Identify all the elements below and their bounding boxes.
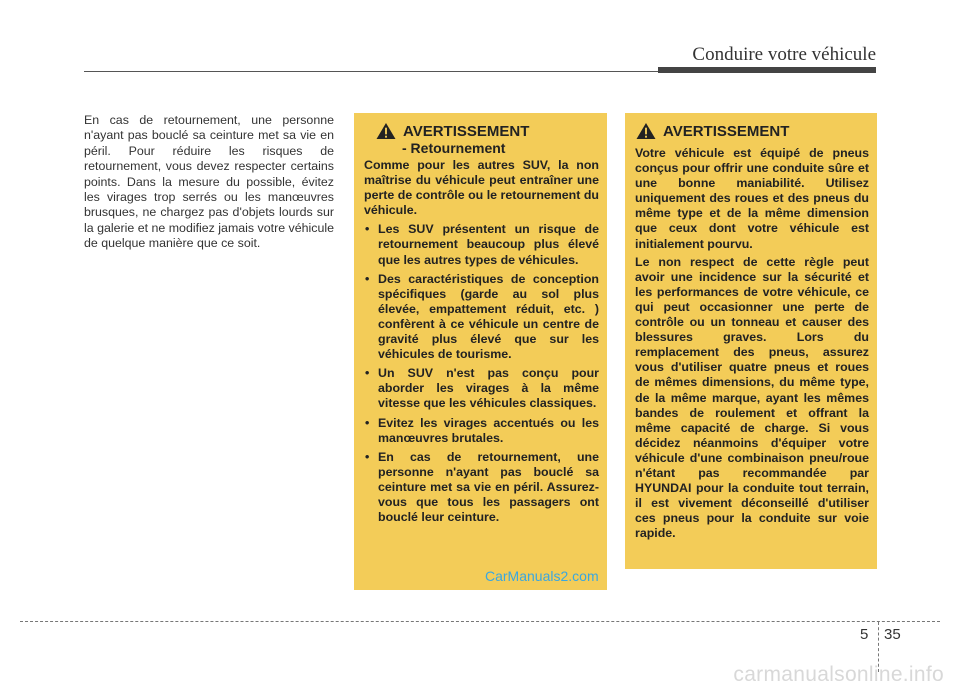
warning-bullet: • Les SUV présentent un risque de retournement beaucoup plus élevé que les autres types de véhicules.	[364, 222, 599, 267]
warning-bullet: • Des caractéristiques de conception spécifiques (garde au sol plus élevée, empattement réduit, etc. ) confèrent à ce véhicule un centre de gravité plus élevé que sur les véhicules de tourisme.	[364, 272, 599, 363]
page-header-title: Conduire votre véhicule	[692, 44, 876, 65]
watermark-link[interactable]: CarManuals2.com	[485, 568, 599, 584]
header-divider	[84, 71, 660, 72]
warning-triangle-icon	[635, 122, 657, 140]
warning-bullet-list	[364, 222, 599, 525]
warning-title: AVERTISSEMENT	[663, 123, 790, 140]
warning-title: AVERTISSEMENT	[403, 123, 530, 140]
warning-header	[364, 123, 599, 140]
warning-subtitle: - Retournement	[402, 140, 506, 156]
chapter-number: 5	[860, 626, 869, 643]
warning-paragraph: Votre véhicule est équipé de pneus conçus pour offrir une conduite sûre et une bonne maniabilité. Utilisez uniquement des roues et des pneus du même type et de la même dimension que ceux dont votre véhicule est initialement pourvu.	[635, 146, 869, 251]
warning-header	[635, 123, 869, 140]
warning-lead: Comme pour les autres SUV, la non maîtrise du véhicule peut entraîner une perte de contrôle ou le retournement du véhicule.	[364, 158, 599, 218]
site-watermark: carmanualsonline.info	[733, 663, 944, 686]
page-number: 35	[884, 626, 901, 643]
warning-bullet: • En cas de retournement, une personne n'ayant pas bouclé sa ceinture met sa vie en péril. Assurez-vous que tous les passagers ont bouclé leur ceinture.	[364, 450, 599, 525]
warning-bullet: • Un SUV n'est pas conçu pour aborder les virages à la même vitesse que les véhicules classiques.	[364, 366, 599, 411]
warning-triangle-icon	[375, 122, 397, 140]
warning-box-tires	[625, 113, 877, 569]
warning-paragraph: Le non respect de cette règle peut avoir une incidence sur la sécurité et les performances de votre véhicule, ce qui peut occasionner une perte de contrôle ou un tonneau et causer des blessures graves. Lors du remplacement des pneus, assurez vous d'utiliser quatre pneus et roues de mêmes dimensions, du même type, de la même marque, ayant les mêmes bandes de roulement et offrant la même capacité de charge. Si vous décidez néanmoins d'équiper votre véhicule d'une combinaison pneu/roue n'étant pas recommandée par HYUNDAI pour la conduite tout terrain, il est vivement déconseillé d'utiliser ces pneus pour la conduite sur voie rapide.	[635, 254, 869, 541]
header-divider-accent	[658, 67, 876, 73]
intro-paragraph: En cas de retournement, une personne n'ayant pas bouclé sa ceinture met sa vie en péril. Pour réduire les risques de retournement, vous devez respecter certains points. Dans la mesure du possible, évitez les virages trop serrés ou les manœuvres brusques, ne chargez pas d'objets lourds sur la galerie et ne modifiez jamais votre véhicule de quelque manière que ce soit.	[84, 113, 335, 251]
warning-box-rollover	[354, 113, 607, 590]
warning-bullet: • Evitez les virages accentués ou les manœuvres brutales.	[364, 416, 599, 446]
footer-divider	[20, 621, 940, 622]
